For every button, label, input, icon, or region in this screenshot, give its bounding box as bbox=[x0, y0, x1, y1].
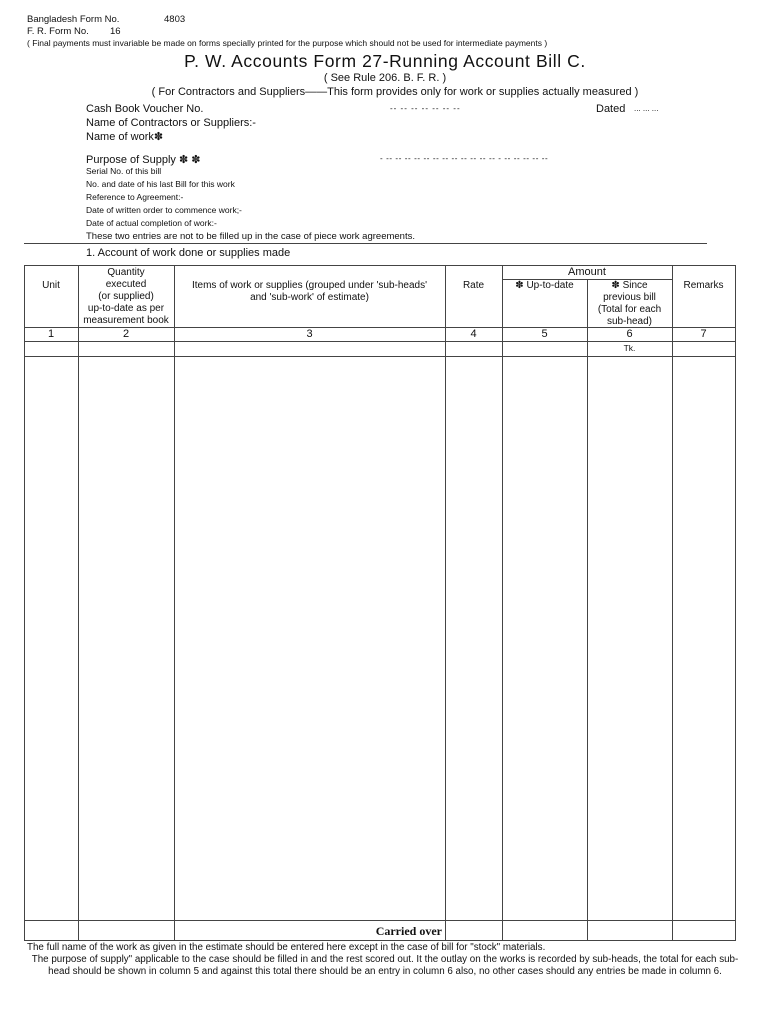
col-number-3: 3 bbox=[306, 328, 313, 340]
purpose-dots: - -- -- -- -- -- -- -- -- -- -- -- -- - -- -- -- -- -- bbox=[380, 154, 549, 163]
col-number-1: 1 bbox=[47, 328, 55, 340]
written-order-label: Date of written order to commence work;- bbox=[86, 205, 242, 215]
voucher-dots: -- -- -- -- -- -- -- bbox=[390, 104, 461, 113]
scope-note: ( For Contractors and Suppliers——This form provides only for work or supplies actually measured ) bbox=[151, 86, 639, 98]
carried-over-label: Carried over bbox=[375, 924, 442, 938]
col-uptodate-header: ✽ Up-to-date bbox=[515, 280, 574, 291]
col-remarks-header: Remarks bbox=[683, 280, 724, 291]
completion-label: Date of actual completion of work:- bbox=[86, 218, 217, 228]
serial-label: Serial No. of this bill bbox=[86, 166, 162, 176]
col-amount-header: Amount bbox=[568, 266, 606, 278]
section-heading: 1. Account of work done or supplies made bbox=[86, 247, 291, 259]
currency-label: Tk. bbox=[623, 343, 636, 353]
contractor-label: Name of Contractors or Suppliers:- bbox=[86, 117, 256, 129]
col-number-2: 2 bbox=[122, 328, 130, 340]
col-number-4: 4 bbox=[470, 328, 477, 340]
voucher-label: Cash Book Voucher No. bbox=[86, 103, 204, 115]
last-bill-label: No. and date of his last Bill for this work bbox=[86, 179, 235, 189]
col-items-header: Items of work or supplies (grouped under 'sub-heads' and 'sub-work' of estimate) bbox=[191, 280, 428, 303]
col-number-5: 5 bbox=[541, 328, 548, 340]
col-unit-header: Unit bbox=[42, 280, 60, 291]
work-label: Name of work✽ bbox=[86, 131, 164, 143]
col-number-7: 7 bbox=[700, 328, 707, 340]
col-quantity-header: Quantity executed (or supplied) up-to-date as per measurement book bbox=[83, 267, 169, 326]
agreement-label: Reference to Agreement:- bbox=[86, 192, 184, 202]
rule-reference: ( See Rule 206. B. F. R. ) bbox=[323, 72, 447, 84]
fr-form-number: 16 bbox=[110, 26, 121, 37]
form-label: Bangladesh Form No. bbox=[27, 14, 120, 25]
footer-note-2: The purpose of supply" applicable to the case should be filled in and the rest scored out. It the outlay on the works is recorded by sub-heads, the total for each sub-head should be shown in column 5 and against this total there should be an entry in column 6 also, no other cases should any entries be made in column 6. bbox=[31, 954, 739, 977]
purpose-label: Purpose of Supply ✽ ✽ bbox=[86, 154, 201, 166]
section-divider bbox=[24, 243, 707, 244]
footer-note-1: The full name of the work as given in the estimate should be entered here except in the case of bill for "stock" materials. bbox=[27, 942, 546, 953]
entries-note: These two entries are not to be filled up in the case of piece work agreements. bbox=[86, 231, 415, 242]
fr-form-label: F. R. Form No. bbox=[27, 26, 89, 37]
dated-label: Dated bbox=[596, 103, 626, 115]
payment-note: ( Final payments must invariable be made on forms specially printed for the purpose which should not be used for intermediate payments ) bbox=[27, 38, 548, 48]
col-rate-header: Rate bbox=[462, 280, 485, 291]
col-since-header: ✽ Since previous bill (Total for each sub-head) bbox=[597, 280, 662, 327]
page-title: P. W. Accounts Form 27-Running Account Bill C. bbox=[184, 51, 586, 71]
form-number: 4803 bbox=[164, 14, 186, 25]
col-number-6: 6 bbox=[626, 328, 633, 340]
dated-dots: ... ... ... bbox=[634, 104, 659, 113]
